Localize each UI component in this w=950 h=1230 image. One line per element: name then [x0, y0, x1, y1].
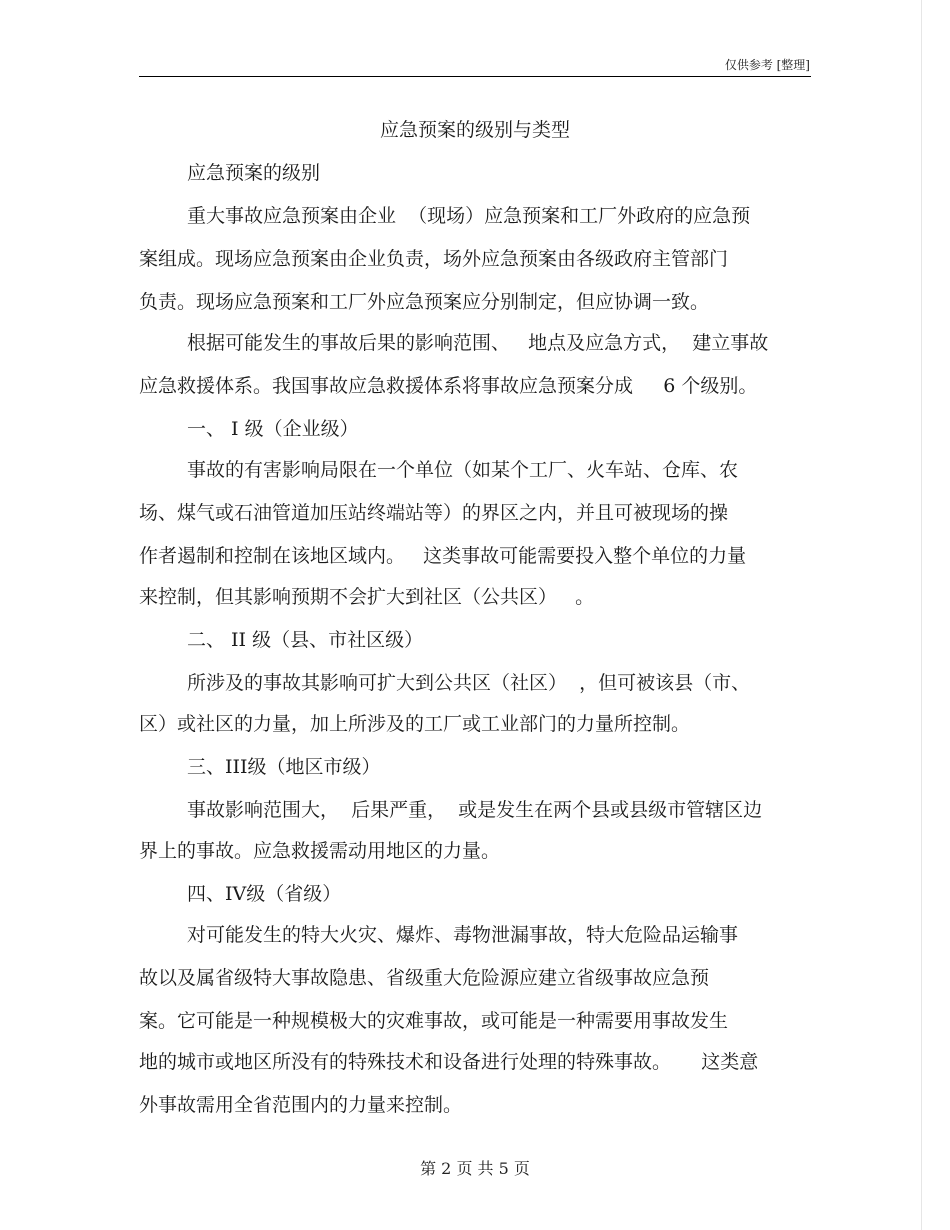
paragraph-line: 外事故需用全省范围内的力量来控制。: [139, 1094, 463, 1116]
paragraph-line: 对可能发生的特大火灾、爆炸、毒物泄漏事故，特大危险品运输事: [187, 924, 739, 946]
paragraph-line: 重大事故应急预案由企业 （现场）应急预案和工厂外政府的应急预: [187, 205, 751, 227]
paragraph-line: 根据可能发生的事故后果的影响范围、 地点及应急方式， 建立事故: [187, 332, 769, 354]
level-heading: 三、III级（地区市级）: [187, 756, 381, 778]
header-rule: [139, 76, 811, 77]
level-heading: 一、 I 级（企业级）: [187, 418, 359, 440]
paragraph-line: 作者遏制和控制在该地区域内。 这类事故可能需要投入整个单位的力量: [139, 545, 747, 567]
paragraph-line: 负责。现场应急预案和工厂外应急预案应分别制定，但应协调一致。: [139, 291, 710, 313]
paragraph-line: 事故影响范围大， 后果严重， 或是发生在两个县或县级市管辖区边: [187, 799, 763, 821]
paragraph-line: 案。它可能是一种规模极大的灾难事故，或可能是一种需要用事故发生: [139, 1010, 729, 1032]
paragraph-line: 所涉及的事故其影响可扩大到公共区（社区） ，但可被该县（市、: [187, 672, 751, 694]
paragraph-line: 故以及属省级特大事故隐患、省级重大危险源应建立省级事故应急预: [139, 967, 710, 989]
paragraph-line: 场、煤气或石油管道加压站终端站等）的界区之内，并且可被现场的操: [139, 502, 729, 524]
level-heading: 四、IV级（省级）: [187, 883, 342, 905]
paragraph-line: 地的城市或地区所没有的特殊技术和设备进行处理的特殊事故。 这类意: [139, 1051, 759, 1073]
header-note: 仅供参考 [整理]: [724, 58, 810, 72]
level-heading: 二、 II 级（县、市社区级）: [187, 629, 424, 651]
paragraph-line: 事故的有害影响局限在一个单位（如某个工厂、火车站、仓库、农: [187, 459, 739, 481]
paragraph-line: 来控制，但其影响预期不会扩大到社区（公共区） 。: [139, 586, 595, 608]
section-heading: 应急预案的级别: [187, 162, 321, 184]
paragraph-line: 应急救援体系。我国事故应急救援体系将事故应急预案分成 6 个级别。: [139, 375, 758, 397]
paragraph-line: 案组成。现场应急预案由企业负责，场外应急预案由各级政府主管部门: [139, 248, 729, 270]
page-edge-divider: [921, 0, 922, 1230]
paragraph-line: 区）或社区的力量，加上所涉及的工厂或工业部门的力量所控制。: [139, 713, 691, 735]
page-number: 第 2 页 共 5 页: [420, 1159, 530, 1178]
paragraph-line: 界上的事故。应急救援需动用地区的力量。: [139, 840, 501, 862]
document-title: 应急预案的级别与类型: [379, 119, 570, 141]
